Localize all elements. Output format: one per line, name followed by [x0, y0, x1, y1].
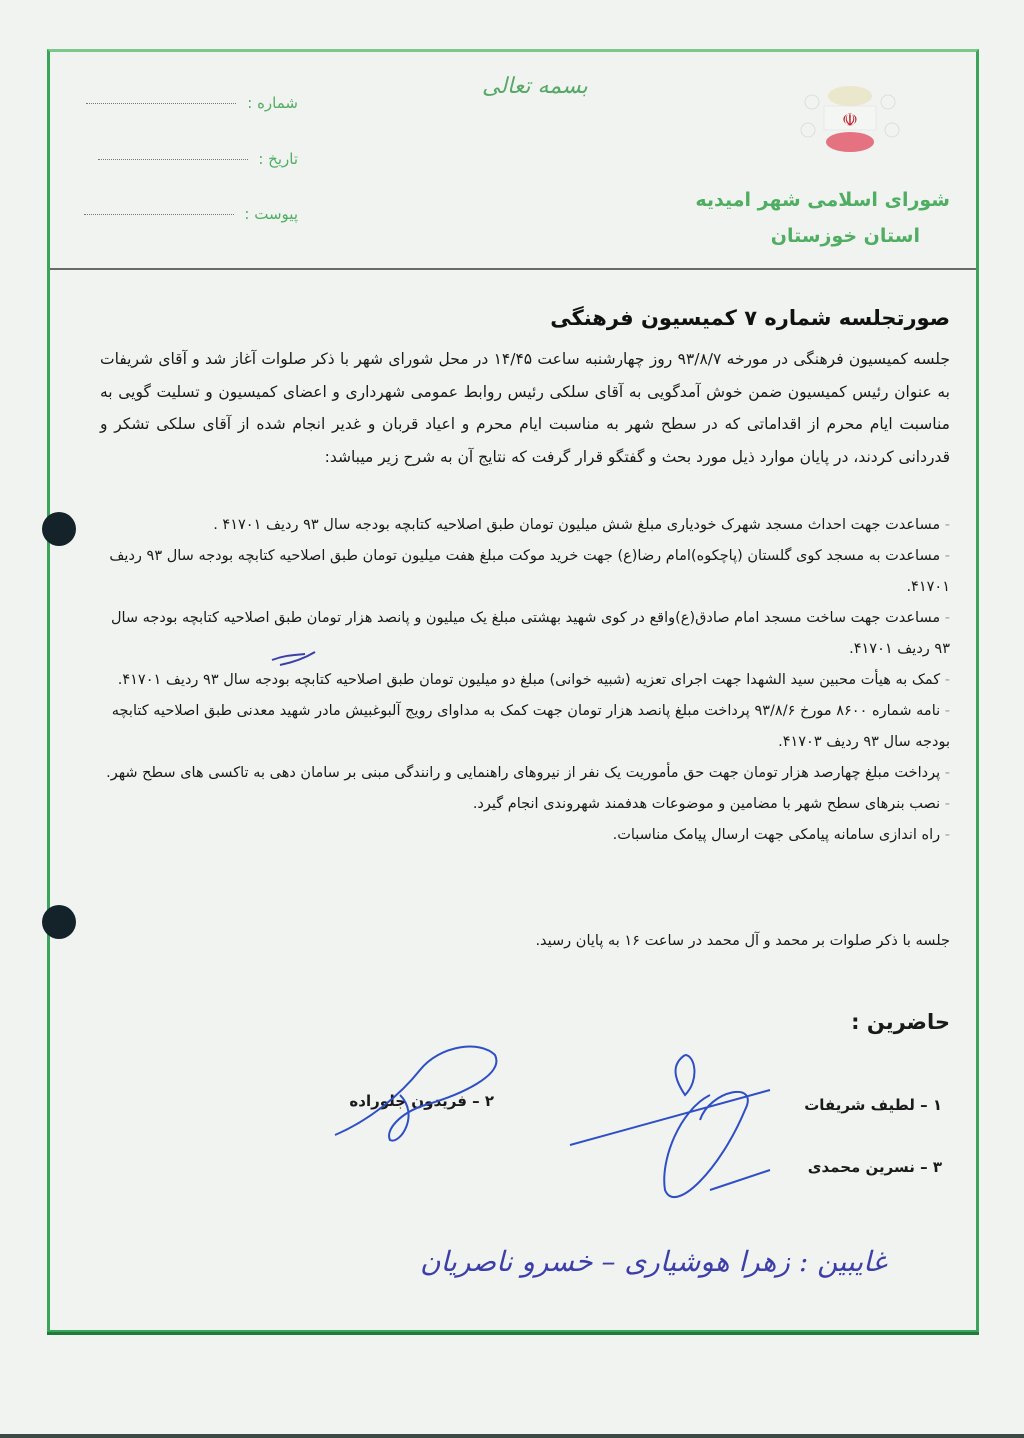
attendees-heading: حاضرین : [851, 1010, 950, 1034]
absentees-handwritten-note: غایبین : زهرا هوشیاری – خسرو ناصریان [420, 1245, 887, 1278]
iran-emblem-icon [790, 82, 910, 162]
resolutions-list [104, 510, 950, 851]
header-divider [50, 268, 976, 270]
punch-hole [42, 512, 76, 546]
list-item: - نصب بنرهای سطح شهر با مضامین و موضوعات هدفمند شهروندی انجام گیرد. [104, 789, 950, 820]
attachment-label: پیوست : [244, 205, 298, 223]
closing-sentence: جلسه با ذکر صلوات بر محمد و آل محمد در ساعت ۱۶ به پایان رسید. [535, 933, 950, 949]
scan-edge [0, 1434, 1024, 1438]
attendee: ۲ – فریدون جلوراده [349, 1092, 494, 1110]
attendee: ۱ – لطیف شریفات [804, 1096, 942, 1114]
province-name: استان خوزستان [770, 225, 920, 247]
list-item: - کمک به هیأت محبین سید الشهدا جهت اجرای تعزیه (شبیه خوانی) مبلغ دو میلیون تومان طبق اصلاحیه کتابچه بودجه سال ۹۳ ردیف ۴۱۷۰۱. [104, 665, 950, 696]
list-item: - مساعدت جهت ساخت مسجد امام صادق(ع)واقع در کوی شهید بهشتی مبلغ یک میلیون و پانصد هزار تومان طبق اصلاحیه کتابچه بودجه سال ۹۳ ردیف ۴۱۷۰۱. [104, 603, 950, 665]
attachment-value [84, 214, 234, 215]
attachment-field [78, 205, 298, 223]
number-field [78, 94, 298, 112]
svg-text:☫: ☫ [841, 110, 859, 131]
document-title: صورتجلسه شماره ۷ کمیسیون فرهنگی [550, 306, 950, 330]
list-item: - راه اندازی سامانه پیامکی جهت ارسال پیامک مناسبات. [104, 820, 950, 851]
intro-paragraph: جلسه کمیسیون فرهنگی در مورخه ۹۳/۸/۷ روز چهارشنبه ساعت ۱۴/۴۵ در محل شورای شهر با ذکر صلوات آغاز شد و آقای شریفات به عنوان رئیس کمیسیون ضمن خوش آمدگویی به آقای سلکی رئیس روابط عمومی شهرداری و اعضای کمیسیون و تسلیت گویی به مناسبت ایام محرم از اقداماتی که در سطح شهر به مناسبت ایام محرم و اعیاد قربان و غدیر انجام شده از آقای سلکی تشکر و قدردانی کردند، در پایان موارد ذیل مورد بحث و گفتگو قرار گرفت که نتایج آن به شرح زیر میباشد: [100, 350, 950, 466]
attendee: ۳ – نسرین محمدی [807, 1158, 942, 1176]
number-label: شماره : [247, 94, 298, 112]
date-label: تاریخ : [258, 150, 298, 168]
bismillah: بسمه تعالی [482, 74, 588, 99]
list-item: - نامه شماره ۸۶۰۰ مورخ ۹۳/۸/۶ پرداخت مبلغ پانصد هزار تومان جهت کمک به مداوای رویج آلبوغبیش مادر شهید معدنی طبق اصلاحیه کتابچه بودجه سال ۹۳ ردیف ۴۱۷۰۳. [104, 696, 950, 758]
organization-name [695, 182, 950, 254]
date-field [78, 150, 298, 168]
council-name: شورای اسلامی شهر امیدیه [695, 189, 950, 211]
list-item: - مساعدت جهت احداث مسجد شهرک خودیاری مبلغ شش میلیون تومان طبق اصلاحیه کتابچه بودجه سال ۹۳ ردیف ۴۱۷۰۱ . [104, 510, 950, 541]
punch-hole [42, 905, 76, 939]
list-item: - پرداخت مبلغ چهارصد هزار تومان جهت حق مأموریت یک نفر از نیروهای راهنمایی و رانندگی مبنی بر سامان دهی به تاکسی های سطح شهر. [104, 758, 950, 789]
list-item: - مساعدت به مسجد کوی گلستان (پاچکوه)امام رضا(ع) جهت خرید موکت مبلغ هفت میلیون تومان طبق اصلاحیه کتابچه بودجه سال ۹۳ ردیف ۴۱۷۰۱. [104, 541, 950, 603]
date-value [98, 159, 248, 160]
number-value [86, 103, 236, 104]
